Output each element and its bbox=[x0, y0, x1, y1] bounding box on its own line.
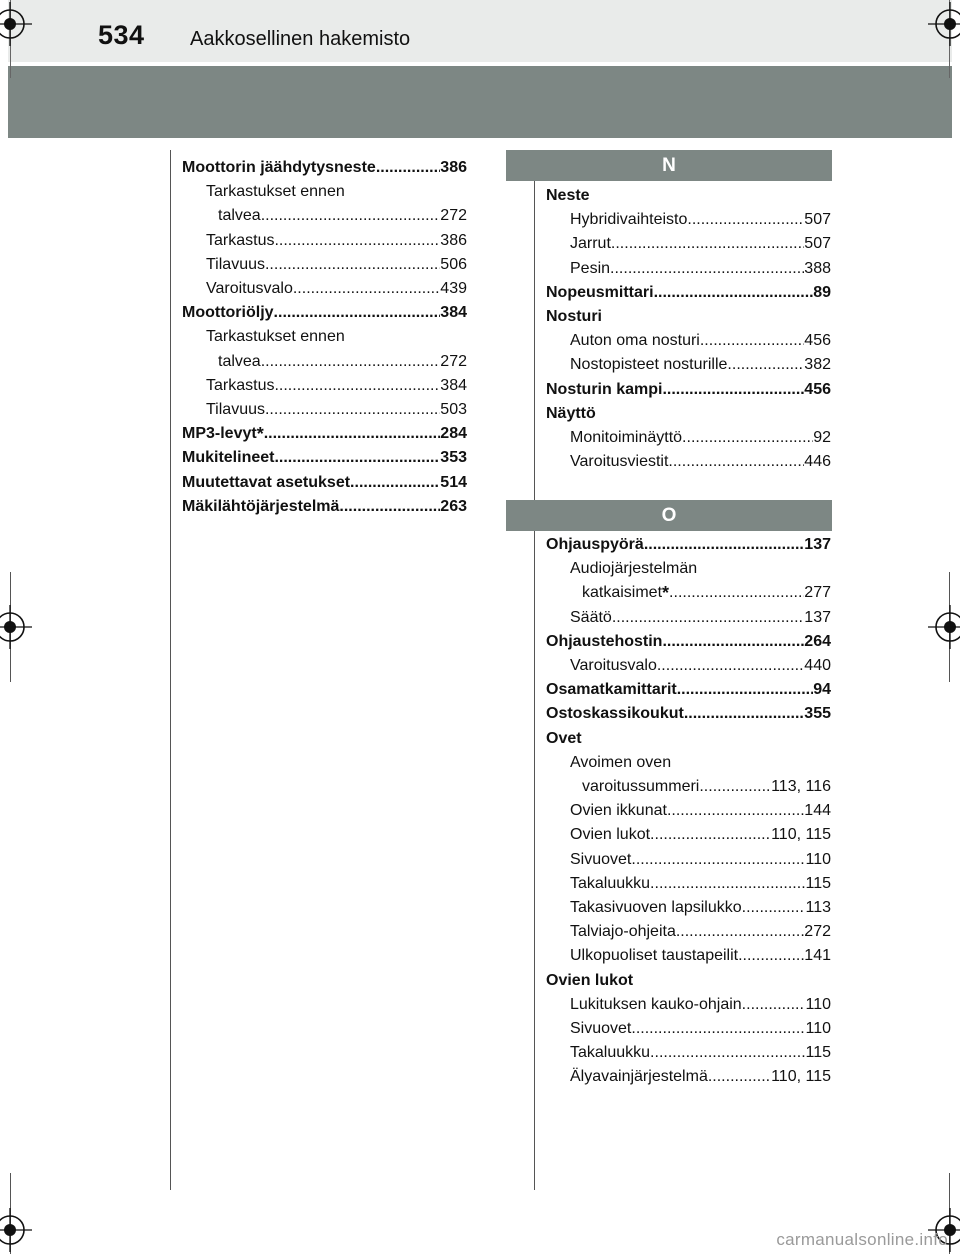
entry-term: Audiojärjestelmän bbox=[570, 560, 698, 578]
index-subentry bbox=[570, 850, 831, 870]
index-entry bbox=[546, 971, 633, 991]
leader-dots bbox=[699, 777, 771, 797]
leader-dots bbox=[669, 583, 804, 603]
entry-term: Ovien lukot bbox=[570, 826, 651, 844]
index-entry bbox=[546, 680, 831, 700]
entry-term: Ovien ikkunat bbox=[570, 802, 667, 820]
page-reference: 507 bbox=[804, 211, 831, 229]
leader-dots bbox=[742, 898, 806, 918]
page-reference: 137 bbox=[804, 608, 831, 626]
index-subentry bbox=[570, 210, 831, 230]
page-reference: 353 bbox=[440, 449, 467, 467]
index-entry bbox=[546, 535, 831, 555]
leader-dots bbox=[650, 874, 805, 894]
entry-term: Auton oma nosturi bbox=[570, 332, 700, 350]
page-reference: 284 bbox=[440, 425, 467, 443]
index-subentry bbox=[570, 452, 831, 472]
entry-term: Takasivuoven lapsilukko bbox=[570, 899, 742, 916]
index-subentry bbox=[206, 279, 467, 299]
entry-term: Neste bbox=[546, 187, 590, 204]
leader-dots bbox=[264, 424, 441, 444]
index-subentry bbox=[206, 327, 345, 347]
entry-term: Ostoskassikoukut bbox=[546, 705, 684, 723]
index-subentry bbox=[570, 656, 831, 676]
entry-term: Varoitusvalo bbox=[206, 280, 293, 297]
entry-term: Moottorin jäähdytysneste bbox=[182, 159, 376, 176]
page-reference: 503 bbox=[440, 401, 467, 418]
index-subentry bbox=[570, 922, 831, 942]
page-reference: 272 bbox=[804, 923, 831, 941]
page-reference: 506 bbox=[440, 255, 467, 273]
entry-term: Ovet bbox=[546, 729, 582, 747]
page-title: Aakkosellinen hakemisto bbox=[190, 28, 411, 50]
page-reference: 514 bbox=[440, 473, 467, 491]
leader-dots bbox=[657, 656, 804, 676]
page-reference: 113, 116 bbox=[771, 778, 831, 795]
index-subentry bbox=[570, 608, 831, 628]
entry-term: Takaluukku bbox=[570, 874, 651, 892]
entry-term: talvea bbox=[218, 207, 261, 225]
index-subentry bbox=[570, 1043, 831, 1063]
index-entry bbox=[182, 158, 467, 178]
entry-term: varoitussummeri bbox=[582, 778, 700, 795]
leader-dots bbox=[274, 376, 440, 396]
header-gray-band bbox=[8, 66, 952, 138]
index-subentry bbox=[206, 231, 467, 251]
entry-term: Tarkastukset ennen bbox=[206, 183, 345, 201]
index-subentry bbox=[206, 400, 467, 420]
entry-term: Avoimen oven bbox=[570, 753, 672, 771]
entry-term: Tarkastus bbox=[206, 231, 275, 249]
index-entry bbox=[546, 632, 831, 652]
entry-term: Näyttö bbox=[546, 404, 596, 422]
watermark: carmanualsonline.info bbox=[776, 1230, 948, 1249]
leader-dots bbox=[668, 452, 804, 472]
index-subentry bbox=[570, 355, 831, 375]
entry-term: Tilavuus bbox=[206, 401, 265, 418]
page-reference: 137 bbox=[804, 536, 831, 553]
leader-dots bbox=[742, 995, 806, 1015]
leader-dots bbox=[687, 210, 804, 230]
section-letter-o: O bbox=[506, 500, 832, 531]
page-reference: 272 bbox=[440, 352, 467, 370]
leader-dots bbox=[265, 400, 440, 420]
leader-dots bbox=[611, 234, 804, 254]
index-subentry bbox=[570, 428, 831, 448]
page-reference: 115 bbox=[805, 1044, 831, 1062]
leader-dots bbox=[261, 352, 441, 372]
index-subentry bbox=[206, 376, 467, 396]
index-entry bbox=[546, 186, 590, 206]
leader-dots bbox=[631, 1019, 805, 1039]
page-reference: 384 bbox=[440, 304, 467, 322]
index-subentry bbox=[206, 255, 467, 275]
page-reference: 89 bbox=[813, 283, 831, 301]
entry-term: Tarkastus bbox=[206, 376, 275, 394]
leader-dots bbox=[274, 231, 440, 251]
index-entry bbox=[182, 473, 467, 493]
leader-dots bbox=[654, 283, 814, 303]
entry-term: Ovien lukot bbox=[546, 971, 634, 989]
leader-dots bbox=[676, 922, 804, 942]
leader-dots bbox=[662, 380, 804, 400]
entry-term: Takaluukku bbox=[570, 1044, 651, 1062]
registration-mark-icon bbox=[928, 605, 960, 649]
page-reference: 456 bbox=[804, 380, 831, 398]
index-entry: MP3-levyt * ..... 284 bbox=[182, 424, 467, 444]
page-reference: 446 bbox=[804, 453, 831, 471]
index-entry bbox=[182, 303, 467, 323]
entry-term: Monitoiminäyttö bbox=[570, 429, 683, 446]
entry-term: Ulkopuoliset taustapeilit bbox=[570, 947, 739, 965]
entry-term: Talviajo-ohjeita bbox=[570, 923, 676, 941]
index-subentry bbox=[570, 898, 831, 918]
index-entry bbox=[546, 283, 831, 303]
entry-term: Mukitelineet bbox=[182, 449, 275, 467]
index-subentry: katkaisimet * ..... 277 bbox=[582, 583, 831, 603]
index-subentry bbox=[570, 559, 697, 579]
entry-term: Nostopisteet nosturille bbox=[570, 356, 728, 374]
index-entry bbox=[546, 380, 831, 400]
leader-dots bbox=[708, 1067, 771, 1087]
page-reference: 507 bbox=[804, 235, 831, 253]
index-subentry bbox=[218, 352, 467, 372]
leader-dots bbox=[667, 801, 804, 821]
leader-dots bbox=[650, 1043, 805, 1063]
right-column-rule bbox=[534, 181, 535, 1190]
index-entry bbox=[546, 704, 831, 724]
entry-term: Tilavuus bbox=[206, 255, 265, 273]
leader-dots bbox=[376, 158, 440, 178]
leader-dots bbox=[339, 497, 440, 517]
page-reference: 263 bbox=[440, 497, 467, 515]
page-reference: 94 bbox=[813, 681, 831, 699]
entry-term: Sivuovet bbox=[570, 1020, 632, 1037]
left-column-rule bbox=[170, 150, 171, 1190]
page-reference: 113 bbox=[805, 899, 831, 916]
index-subentry bbox=[206, 182, 345, 202]
leader-dots bbox=[682, 428, 813, 448]
leader-dots bbox=[610, 259, 804, 279]
page-reference: 110 bbox=[805, 1020, 831, 1037]
leader-dots bbox=[662, 632, 804, 652]
entry-term: Osamatkamittarit bbox=[546, 681, 677, 699]
entry-term: Ohjaustehostin bbox=[546, 632, 663, 650]
page-reference: 456 bbox=[804, 332, 831, 350]
index-entry bbox=[546, 307, 602, 327]
entry-term: Muutettavat asetukset bbox=[182, 473, 351, 491]
section-letter-n: N bbox=[506, 150, 832, 181]
page-reference: 110, 115 bbox=[771, 826, 831, 844]
entry-term: Sivuovet bbox=[570, 850, 632, 868]
index-entry bbox=[546, 729, 582, 749]
index-entry bbox=[182, 448, 467, 468]
index-entry bbox=[546, 404, 596, 424]
leader-dots bbox=[612, 608, 804, 628]
leader-dots bbox=[727, 355, 804, 375]
page-reference: 440 bbox=[804, 657, 831, 674]
entry-term: Varoitusvalo bbox=[570, 657, 657, 674]
entry-term: Lukituksen kauko-ohjain bbox=[570, 995, 742, 1013]
entry-term: Nosturi bbox=[546, 308, 602, 325]
page-reference: 141 bbox=[804, 947, 831, 965]
index-entry bbox=[182, 497, 467, 517]
entry-term: Ohjauspyörä bbox=[546, 536, 644, 553]
entry-term: Nosturin kampi bbox=[546, 380, 663, 398]
entry-term: Moottoriöljy bbox=[182, 304, 274, 322]
entry-term: Varoitusviestit bbox=[570, 453, 669, 471]
leader-dots bbox=[684, 704, 804, 724]
leader-dots bbox=[293, 279, 440, 299]
leader-dots bbox=[350, 473, 440, 493]
registration-mark-icon bbox=[0, 2, 32, 46]
leader-dots bbox=[274, 448, 440, 468]
entry-term: Jarrut bbox=[570, 235, 611, 253]
page-reference: 110 bbox=[805, 995, 831, 1013]
page-number: 534 bbox=[98, 20, 145, 50]
index-subentry bbox=[570, 801, 831, 821]
entry-term: talvea bbox=[218, 352, 261, 370]
entry-term: Älyavainjärjestelmä bbox=[570, 1068, 708, 1086]
entry-term: MP3-levyt bbox=[182, 425, 257, 443]
page-reference: 386 bbox=[440, 231, 467, 249]
entry-term: Nopeusmittari bbox=[546, 283, 654, 301]
index-subentry bbox=[218, 206, 467, 226]
registration-mark-icon bbox=[0, 1208, 32, 1252]
index-subentry bbox=[570, 753, 671, 773]
page-reference: 388 bbox=[804, 259, 831, 277]
page-reference: 264 bbox=[804, 632, 831, 650]
index-subentry bbox=[570, 825, 831, 845]
page-reference: 115 bbox=[805, 874, 831, 892]
entry-term: Pesin bbox=[570, 259, 611, 277]
index-subentry bbox=[570, 874, 831, 894]
index-subentry bbox=[570, 259, 831, 279]
index-subentry bbox=[570, 946, 831, 966]
leader-dots bbox=[631, 850, 805, 870]
index-subentry bbox=[570, 1019, 831, 1039]
leader-dots bbox=[700, 331, 804, 351]
index-subentry bbox=[570, 234, 831, 254]
index-subentry bbox=[570, 1067, 831, 1087]
index-subentry bbox=[570, 331, 831, 351]
page-reference: 110, 115 bbox=[771, 1068, 831, 1086]
page-reference: 144 bbox=[804, 802, 831, 820]
leader-dots bbox=[274, 303, 441, 323]
page-reference: 386 bbox=[440, 159, 467, 176]
page-reference: 355 bbox=[804, 705, 831, 723]
entry-term: Mäkilähtöjärjestelmä bbox=[182, 497, 340, 515]
page-reference: 110 bbox=[805, 850, 831, 868]
page-reference: 382 bbox=[804, 356, 831, 374]
header-band bbox=[8, 0, 952, 62]
page-reference: 384 bbox=[440, 376, 467, 394]
registration-mark-icon bbox=[928, 2, 960, 46]
leader-dots bbox=[738, 946, 804, 966]
leader-dots bbox=[644, 535, 804, 555]
page-reference: 439 bbox=[440, 280, 467, 297]
entry-term: Hybridivaihteisto bbox=[570, 211, 688, 229]
page-reference: 92 bbox=[813, 429, 831, 446]
page-reference: 272 bbox=[440, 207, 467, 225]
leader-dots bbox=[261, 206, 441, 226]
index-subentry bbox=[570, 995, 831, 1015]
index-subentry bbox=[582, 777, 831, 797]
page-reference: 277 bbox=[804, 584, 831, 602]
registration-mark-icon bbox=[0, 605, 32, 649]
entry-term: katkaisimet bbox=[582, 584, 663, 602]
entry-term: Tarkastukset ennen bbox=[206, 328, 345, 346]
entry-term: Säätö bbox=[570, 608, 612, 626]
leader-dots bbox=[265, 255, 440, 275]
leader-dots bbox=[677, 680, 813, 700]
leader-dots bbox=[650, 825, 771, 845]
